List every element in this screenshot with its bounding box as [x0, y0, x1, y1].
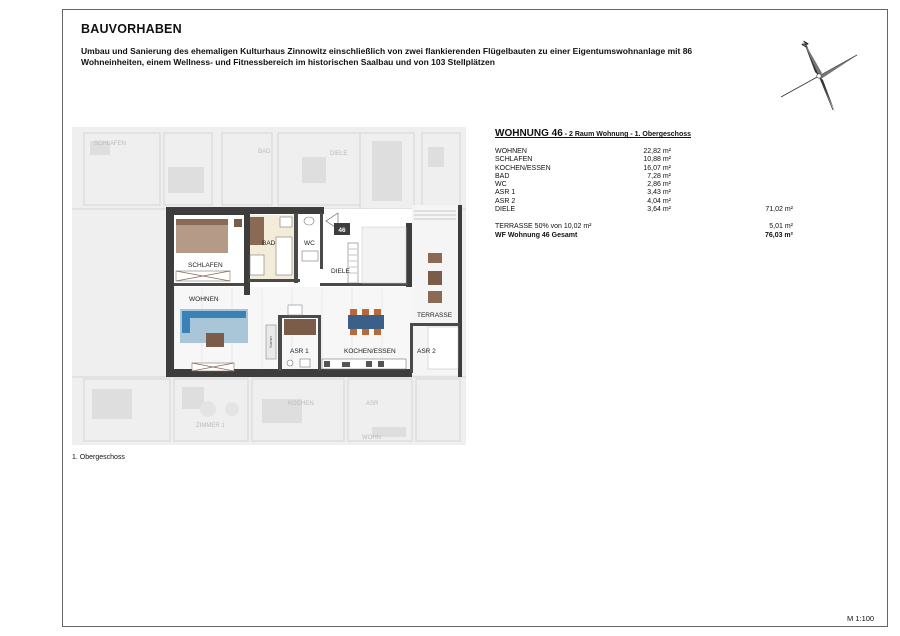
unit-subtitle: - 2 Raum Wohnung - 1. Obergeschoss: [562, 131, 692, 138]
ghost-label-kochen: KOCHEN: [288, 401, 314, 407]
total-row: WF Wohnung 46 Gesamt 76,03 m²: [495, 231, 793, 239]
room-label-diele: DIELE: [331, 268, 350, 275]
ghost-label-asr: ASR: [366, 401, 379, 407]
room-label-bad: BAD: [262, 240, 276, 247]
north-label: N: [799, 39, 811, 49]
unit-heading: [495, 128, 691, 139]
room-label-asr1: ASR 1: [290, 348, 309, 355]
area-row: BAD 7,28 m²: [495, 172, 671, 180]
ghost-label-wohn: WOHN: [362, 435, 381, 441]
area-row: ASR 1 3,43 m²: [495, 189, 671, 197]
floor-plan: [72, 127, 466, 445]
floor-caption: 1. Obergeschoss: [72, 454, 125, 461]
area-row: KOCHEN/ESSEN 16,07 m²: [495, 164, 671, 172]
project-description: Umbau und Sanierung des ehemaligen Kulturhaus Zinnowitz einschließlich von zwei flankierenden Flügelbauten zu einer Eigentumswohnanlage mit 86 Wohneinheiten, einem Wellness- und Fitnessbereich im historischen Saalbau und von 103 Stellplätzen: [81, 46, 693, 67]
project-title: BAUVORHABEN: [81, 22, 182, 36]
kamin-label: Kamin: [268, 336, 273, 348]
unit-title: WOHNUNG 46: [495, 128, 563, 139]
area-schedule: [495, 148, 793, 240]
room-label-wc: WC: [304, 240, 315, 247]
room-label-kochen-essen: KOCHEN/ESSEN: [344, 348, 396, 355]
unit-number-tag: 46: [338, 227, 346, 234]
area-row: WC 2,86 m²: [495, 181, 671, 189]
room-label-terrasse: TERRASSE: [417, 312, 453, 319]
area-row: WOHNEN 22,82 m²: [495, 148, 671, 155]
terrace-row: TERRASSE 50% von 10,02 m² 5,01 m²: [495, 223, 793, 231]
north-arrow-icon: [770, 34, 868, 118]
ghost-label-diele: DIELE: [330, 151, 348, 157]
room-label-asr2: ASR 2: [417, 348, 436, 355]
area-row: ASR 2 4,04 m²: [495, 197, 671, 205]
room-label-wohnen: WOHNEN: [189, 296, 219, 303]
scale-label: M 1:100: [847, 614, 875, 623]
ghost-label-schlafen: SCHLAFEN: [94, 141, 127, 147]
ghost-label-bad: BAD: [258, 149, 271, 155]
room-label-schlafen: SCHLAFEN: [188, 262, 223, 269]
area-row: SCHLAFEN 10,88 m²: [495, 156, 671, 164]
ghost-label-zimmer: ZIMMER 1: [196, 423, 225, 429]
area-row: DIELE 3,64 m² 71,02 m²: [495, 206, 793, 214]
